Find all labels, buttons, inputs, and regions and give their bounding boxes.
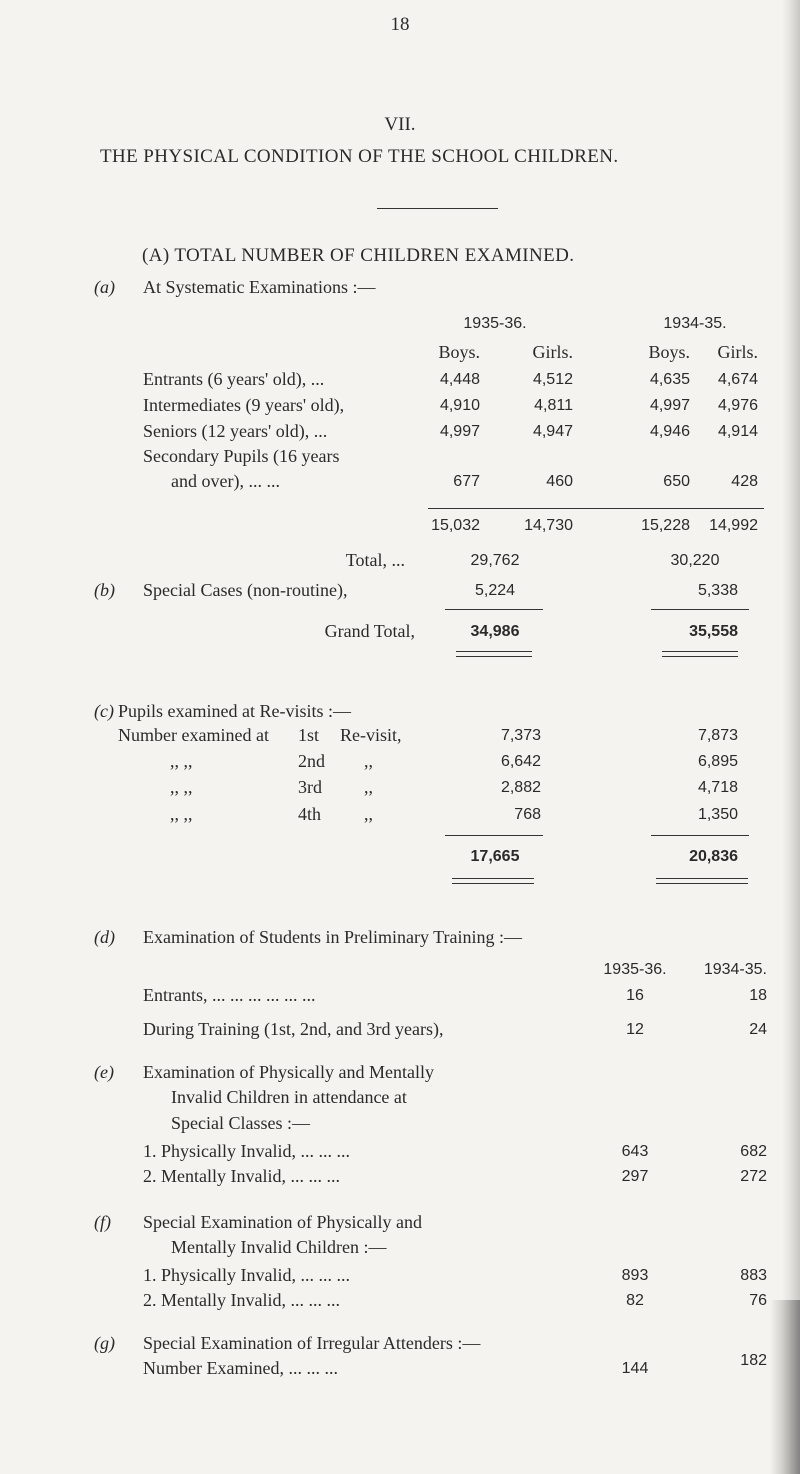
section-number: VII. xyxy=(384,114,416,135)
grand-rule-1 xyxy=(445,609,543,610)
g-row-number-examined: Number Examined, ... ... ... xyxy=(143,1358,338,1378)
cell: 460 xyxy=(546,473,573,490)
item-f-label: (f) xyxy=(94,1212,111,1232)
col-girls-1: Girls. xyxy=(532,342,573,362)
total-1935: 29,762 xyxy=(470,552,520,569)
revisit-ord: 1st xyxy=(298,725,320,745)
item-e-heading-line: Special Classes :— xyxy=(171,1113,310,1133)
e-row-mentally: 2. Mentally Invalid, ... ... ... xyxy=(143,1166,340,1186)
revisit-suffix: ,, xyxy=(364,751,373,771)
cell: 4,635 xyxy=(649,371,690,388)
subtotal-cell: 14,992 xyxy=(709,517,758,534)
revisit-suffix: ,, xyxy=(364,777,373,797)
subtotal-cell: 14,730 xyxy=(524,517,573,534)
double-rule xyxy=(456,651,532,657)
revisit-total-1934: 20,836 xyxy=(689,848,738,865)
revisit-prefix: ,, ,, xyxy=(170,777,193,797)
d-entrants-1934: 18 xyxy=(749,987,767,1004)
item-b-text: Special Cases (non-routine), xyxy=(143,580,348,600)
double-rule xyxy=(656,878,748,884)
d-row-during-training: During Training (1st, 2nd, and 3rd years), xyxy=(143,1019,444,1039)
d-year-1935: 1935-36. xyxy=(603,961,667,978)
revisit-prefix: ,, ,, xyxy=(170,751,193,771)
cell: 4,448 xyxy=(439,371,480,388)
page-title: THE PHYSICAL CONDITION OF THE SCHOOL CHILDREN. xyxy=(100,146,619,167)
revisit-prefix: ,, ,, xyxy=(170,804,193,824)
f-row-physically: 1. Physically Invalid, ... ... ... xyxy=(143,1265,350,1285)
cell: 677 xyxy=(453,473,480,490)
grand-total-1934: 35,558 xyxy=(689,623,738,640)
grand-total-1935: 34,986 xyxy=(470,623,520,640)
cell: 4,914 xyxy=(717,423,758,440)
cell: 4,512 xyxy=(532,371,573,388)
e-mentally-1935: 297 xyxy=(621,1168,649,1185)
part-a-heading: (A) TOTAL NUMBER OF CHILDREN EXAMINED. xyxy=(142,245,575,266)
subtotal-cell: 15,228 xyxy=(641,517,690,534)
row-label-intermediates: Intermediates (9 years' old), xyxy=(143,395,345,415)
subtotal-rule xyxy=(428,508,764,509)
cell: 4,997 xyxy=(439,423,480,440)
page-corner-shadow xyxy=(770,1300,800,1474)
col-girls-2: Girls. xyxy=(717,342,758,362)
e-row-physically: 1. Physically Invalid, ... ... ... xyxy=(143,1141,350,1161)
col-boys-1: Boys. xyxy=(438,342,480,362)
item-c-heading: Pupils examined at Re-visits :— xyxy=(118,701,351,721)
double-rule xyxy=(662,651,738,657)
revisit-1934: 4,718 xyxy=(697,779,738,796)
cell: 4,674 xyxy=(717,371,758,388)
revisit-1934: 1,350 xyxy=(697,806,738,823)
item-g-heading: Special Examination of Irregular Attenders :— xyxy=(143,1333,481,1353)
page-edge-shadow xyxy=(782,0,800,1474)
revisit-1935: 6,642 xyxy=(500,753,541,770)
item-d-label: (d) xyxy=(94,927,115,947)
grand-rule-2 xyxy=(651,609,749,610)
revisit-total-1935: 17,665 xyxy=(470,848,520,865)
grand-total-label: Grand Total, xyxy=(324,621,415,641)
revisit-rule-1 xyxy=(445,835,543,836)
g-1934: 182 xyxy=(740,1352,767,1369)
cell: 4,976 xyxy=(717,397,758,414)
year-header-1934: 1934-35. xyxy=(663,315,727,332)
cell: 4,910 xyxy=(439,397,480,414)
revisit-ord: 4th xyxy=(298,804,322,824)
page-number: 18 xyxy=(390,14,410,35)
f-row-mentally: 2. Mentally Invalid, ... ... ... xyxy=(143,1290,340,1310)
revisit-1935: 7,373 xyxy=(500,727,541,744)
revisit-rule-2 xyxy=(651,835,749,836)
f-physically-1934: 883 xyxy=(740,1267,767,1284)
title-divider xyxy=(377,208,498,209)
item-e-label: (e) xyxy=(94,1062,114,1082)
revisit-1934: 7,873 xyxy=(697,727,738,744)
revisit-ord: 3rd xyxy=(298,777,322,797)
f-mentally-1935: 82 xyxy=(626,1292,644,1309)
total-label: Total, ... xyxy=(345,550,405,570)
item-d-heading: Examination of Students in Preliminary Training :— xyxy=(143,927,522,947)
row-label-secondary-cont: and over), ... ... xyxy=(171,471,280,491)
item-e-heading-line: Invalid Children in attendance at xyxy=(171,1087,407,1107)
row-label-seniors: Seniors (12 years' old), ... xyxy=(143,421,328,441)
double-rule xyxy=(452,878,534,884)
cell: 4,946 xyxy=(649,423,690,440)
revisit-1934: 6,895 xyxy=(697,753,738,770)
row-label-entrants: Entrants (6 years' old), ... xyxy=(143,369,325,389)
special-cases-1935: 5,224 xyxy=(474,582,516,599)
year-header-1935: 1935-36. xyxy=(463,315,527,332)
d-year-1934: 1934-35. xyxy=(703,961,767,978)
d-entrants-1935: 16 xyxy=(626,987,644,1004)
cell: 4,947 xyxy=(532,423,573,440)
item-f-heading-line: Mentally Invalid Children :— xyxy=(171,1237,387,1257)
item-a-label: (a) xyxy=(94,277,115,297)
revisit-1935: 768 xyxy=(514,806,541,823)
row-label-secondary: Secondary Pupils (16 years xyxy=(143,446,340,466)
item-g-label: (g) xyxy=(94,1333,115,1353)
d-training-1935: 12 xyxy=(626,1021,644,1038)
special-cases-1934: 5,338 xyxy=(697,582,738,599)
cell: 4,811 xyxy=(534,397,573,414)
e-physically-1935: 643 xyxy=(621,1143,649,1160)
total-1934: 30,220 xyxy=(670,552,720,569)
revisit-ord: 2nd xyxy=(298,751,325,771)
revisit-suffix: ,, xyxy=(364,804,373,824)
item-a-heading: At Systematic Examinations :— xyxy=(143,277,376,297)
f-mentally-1934: 76 xyxy=(749,1292,767,1309)
d-row-entrants: Entrants, ... ... ... ... ... ... xyxy=(143,985,316,1005)
cell: 650 xyxy=(663,473,690,490)
item-b-label: (b) xyxy=(94,580,115,600)
d-training-1934: 24 xyxy=(749,1021,767,1038)
cell: 4,997 xyxy=(649,397,690,414)
subtotal-cell: 15,032 xyxy=(431,517,480,534)
cell: 428 xyxy=(731,473,758,490)
e-mentally-1934: 272 xyxy=(740,1168,767,1185)
revisit-1935: 2,882 xyxy=(500,779,541,796)
revisit-prefix: Number examined at xyxy=(118,725,269,745)
item-e-heading-line: Examination of Physically and Mentally xyxy=(143,1062,434,1082)
f-physically-1935: 893 xyxy=(621,1267,649,1284)
g-1935: 144 xyxy=(621,1360,649,1377)
col-boys-2: Boys. xyxy=(648,342,690,362)
item-f-heading-line: Special Examination of Physically and xyxy=(143,1212,422,1232)
revisit-suffix: Re-visit, xyxy=(340,725,402,745)
item-c-label: (c) xyxy=(94,701,114,721)
e-physically-1934: 682 xyxy=(740,1143,767,1160)
